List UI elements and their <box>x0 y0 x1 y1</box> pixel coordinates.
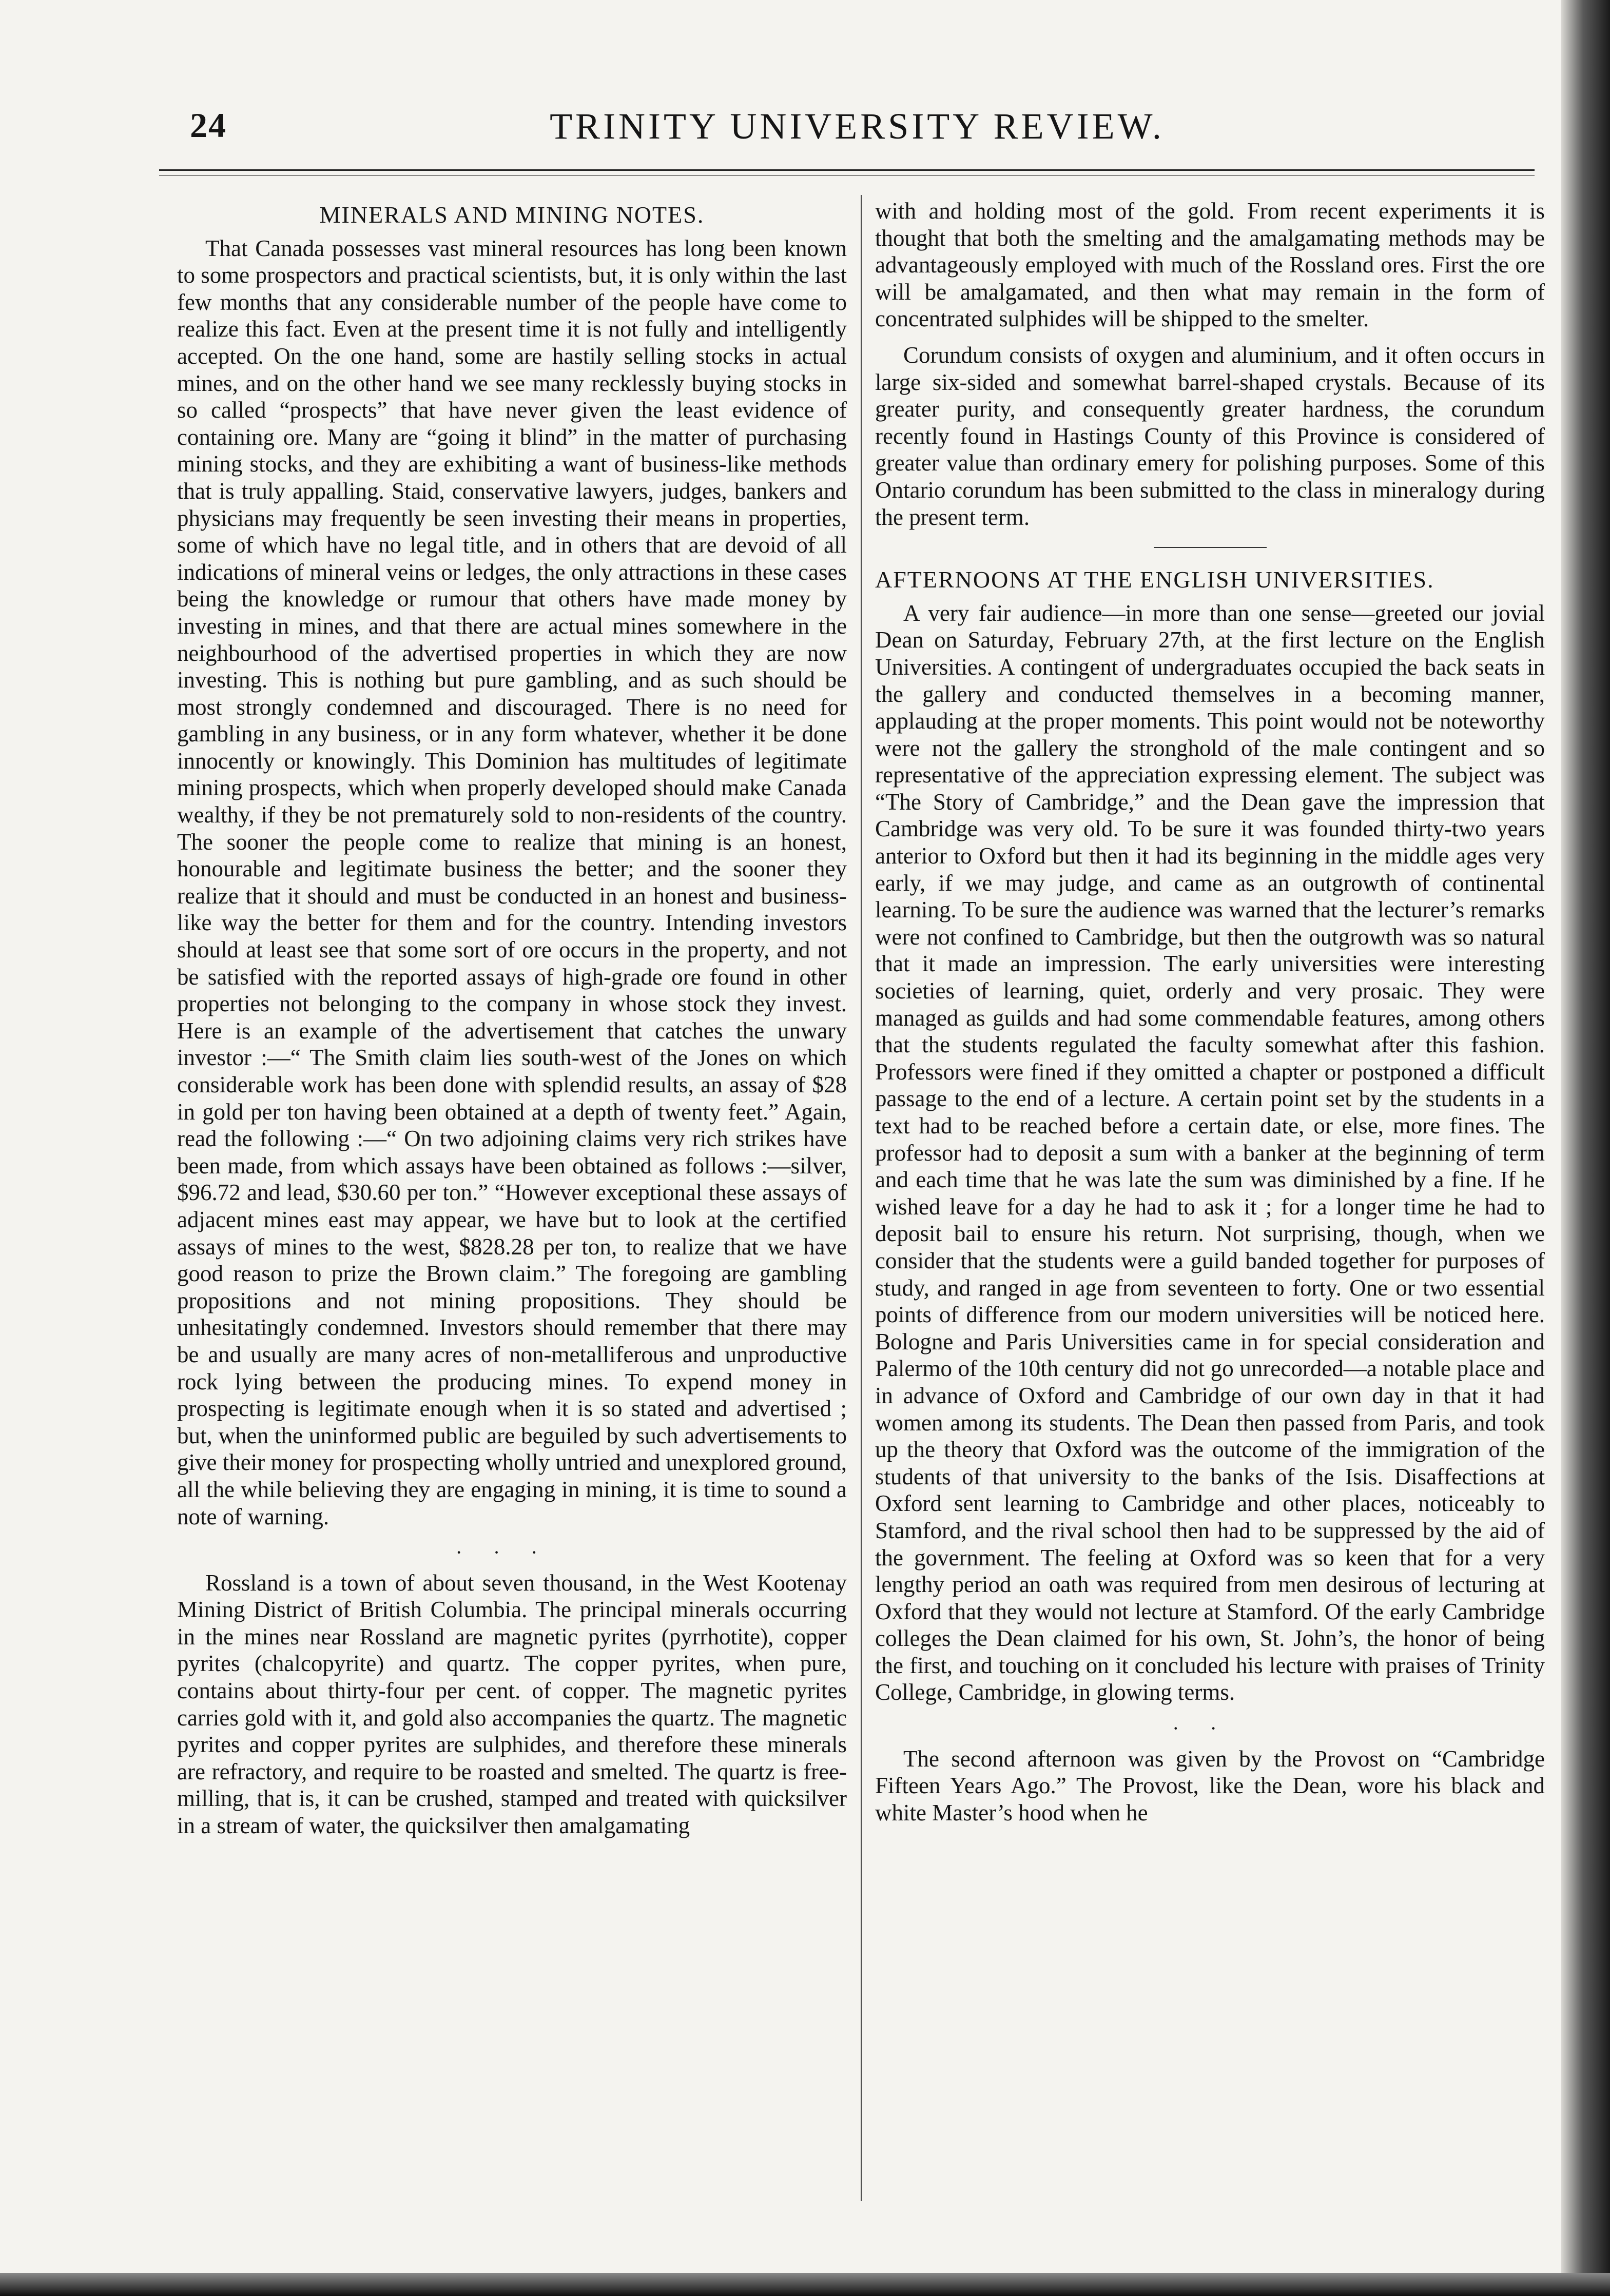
header-rule <box>159 169 1535 171</box>
scan-edge-bottom <box>0 2273 1610 2296</box>
paragraph: A very fair audience—in more than one sense—greeted our jovial Dean on Saturday, February 27th, at the first lecture on the English Universities. A contingent of undergraduates occupied the back seats in the gallery and conducted themselves in a becoming manner, applauding at the proper moments. This point would not be noteworthy were not the gallery the stronghold of the male contingent and so representative of the appreciation expressing element. The subject was “The Story of Cambridge,” and the Dean gave the impression that Cambridge was very old. To be sure it was founded thirty-two years anterior to Oxford but then it had its beginning in the middle ages very early, if we may judge, and came as an outgrowth of continental learning. To be sure the audience was warned that the lecturer’s remarks were not confined to Cambridge, but then the outgrowth was so natural that it made an impression. The early universities were interesting societies of learning, quiet, orderly and very prosaic. They were managed as guilds and had some commendable features, among others that the students regulated the faculty somewhat after this fashion. Professors were fined if they omitted a chapter or postponed a difficult passage to the end of a lecture. A certain point set by the students in a text had to be reached before a certain date, or else, more fines. The professor had to deposit a sum with a banker at the beginning of term and each time that he was late the sum was diminished by a fine. If he wished leave for a day he had to ask it ; for a longer time he had to deposit bail to ensure his return. Not surprising, though, when we consider that the students were a guild banded together for purposes of study, and ranged in age from seventeen to forty. One or two essential points of difference from our modern universities will be noticed here. Bologne and Paris Universities came in for special consideration and Palermo of the 10th century did not go unrecorded—a notable place and in advance of Oxford and Cambridge of our own day in that it had women among its students. The Dean then passed from Paris, and took up the theory that Oxford was the outcome of the immigration of the students of that university to the banks of the Isis. Disaffections at Oxford sent learning to Cambridge and other places, noticeably to Stamford, and the rival school then had to be suppressed by the aid of the government. The feeling at Oxford was so keen that for a very lengthy period an oath was required from men desirous of lecturing at Oxford that they would not lecture at Stamford. Of the early Cambridge colleges the Dean claimed for his own, St. John’s, the honor of being the first, and touching on it concluded his lecture with praises of Trinity College, Cambridge, in glowing terms. <box>875 600 1545 1705</box>
journal-title: TRINITY UNIVERSITY REVIEW. <box>550 106 1165 147</box>
scan-edge-right <box>1561 0 1610 2296</box>
section-title-minerals: MINERALS AND MINING NOTES. <box>319 202 705 228</box>
paragraph: Corundum consists of oxygen and aluminium, and it often occurs in large six-sided and somewhat barrel-shaped crystals. Because of its greater purity, and consequently greater hardness, the corundum recently found in Hastings County of this Province is considered of greater value than ordinary emery for polishing purposes. Some of this Ontario corundum has been submitted to the class in mineralogy during the present term. <box>875 342 1545 530</box>
header-rule-thin <box>159 175 1535 176</box>
section-break-dots: ··· <box>455 1541 569 1564</box>
section-divider <box>1154 547 1267 548</box>
page-number: 24 <box>190 106 227 145</box>
paragraph: with and holding most of the gold. From recent experiments it is thought that both the smelting and the amalgamating methods may be advantageously employed with much of the Rossland ores. First the ore will be amalgamated, and then what may remain in the form of concentrated sulphides will be shipped to the smelter. <box>875 198 1545 332</box>
paragraph: Rossland is a town of about seven thousand, in the West Kootenay Mining District of British Columbia. The principal minerals occurring in the mines near Rossland are magnetic pyrites (pyrrhotite), copper pyrites (chalcopyrite) and quartz. The copper pyrites, when pure, contains about thirty-four per cent. of copper. The magnetic pyrites carries gold with it, and gold also accompanies the quartz. The magnetic pyrites and copper pyrites are sulphides, and therefore these minerals are refractory, and require to be roasted and smelted. The quartz is free-milling, that is, it can be crushed, stamped and treated with quicksilver in a stream of water, the quicksilver then amalgamating <box>177 1569 847 1839</box>
left-column <box>177 198 847 2206</box>
paragraph: The second afternoon was given by the Provost on “Cambridge Fifteen Years Ago.” The Provost, like the Dean, wore his black and white Master’s hood when he <box>875 1745 1545 1826</box>
right-column <box>875 198 1545 2206</box>
page-header <box>185 105 1529 162</box>
section-title-afternoons: AFTERNOONS AT THE ENGLISH UNIVERSITIES. <box>875 566 1434 593</box>
column-divider <box>861 195 862 2201</box>
paragraph: That Canada possesses vast mineral resources has long been known to some prospectors and practical scientists, but, it is only within the last few months that any considerable number of the people have come to realize this fact. Even at the present time it is not fully and intelligently accepted. On the one hand, some are hastily selling stocks in actual mines, and on the other hand we see many recklessly buying stocks in so called “prospects” that have never given the least evidence of containing ore. Many are “going it blind” in the matter of purchasing mining stocks, and they are exhibiting a want of business-like methods that is truly appalling. Staid, conservative lawyers, judges, bankers and physicians may frequently be seen investing their means in properties, some of which have no legal title, and in others that are devoid of all indications of mineral veins or ledges, the only attractions in these cases being the knowledge or rumour that others have made money by investing in mines, and that there are actual mines somewhere in the neighbourhood of the advertised properties in which they are now investing. This is nothing but pure gambling, and as such should be most strongly condemned and discouraged. There is no need for gambling in any business, or in any form whatever, whether it be done innocently or knowingly. This Dominion has multitudes of legitimate mining prospects, which when properly developed should make Canada wealthy, if they be not prematurely sold to non-residents of the country. The sooner the people come to realize that mining is an honest, honourable and legitimate business the better; and the sooner they realize that it should and must be conducted in an honest and business-like way the better for them and for the country. Intending investors should at least see that some sort of ore occurs in the property, and not be satisfied with the reported assays of high-grade ore found in other properties not belonging to the company in whose stock they invest. Here is an example of the advertisement that catches the unwary investor :—“ The Smith claim lies south-west of the Jones on which considerable work has been done with splendid results, an assay of $28 in gold per ton having been obtained at a depth of twenty feet.” Again, read the following :—“ On two adjoining claims very rich strikes have been made, from which assays have been obtained as follows :—silver, $96.72 and lead, $30.60 per ton.” “However exceptional these assays of adjacent mines east may appear, we have but to look at the certified assays of mines to the west, $828.28 per ton, to realize that we have good reason to prize the Brown claim.” The foregoing are gambling propositions and not mining propositions. They should be unhesitatingly condemned. Investors should remember that there may be and usually are many acres of non-metalliferous and unproductive rock lying between the producing mines. To expend money in prospecting is legitimate enough when it is so stated and advertised ; but, when the uninformed public are beguiled by such advertisements to give their money for prospecting wholly untried and unexplored ground, all the while believing they are engaging in mining, it is time to sound a note of warning. <box>177 235 847 1529</box>
section-break-dots: ·· <box>1172 1717 1248 1740</box>
